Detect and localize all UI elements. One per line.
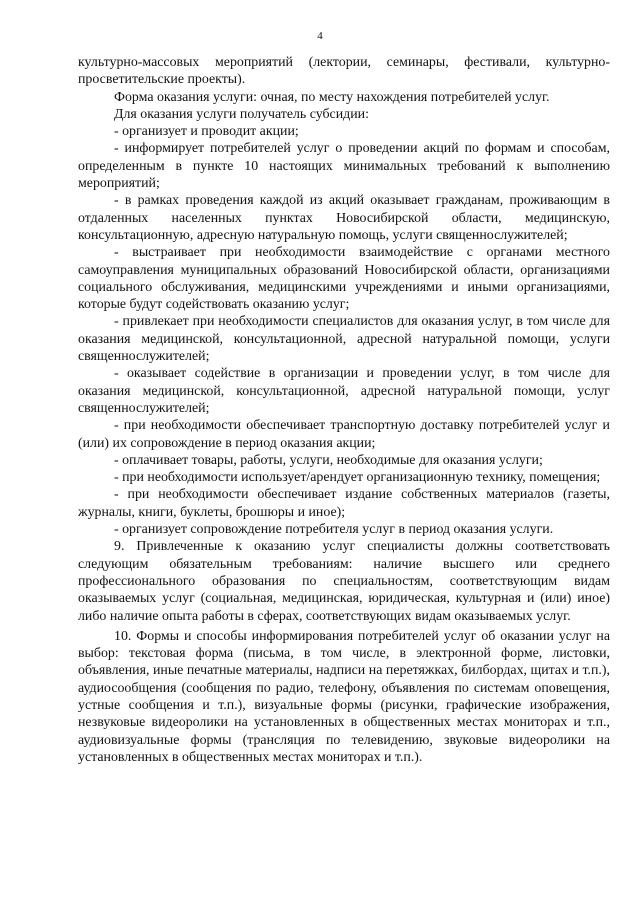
paragraph: 9. Привлеченные к оказанию услуг специалисты должны соответствовать следующим обязательным требованиям: наличие высшего или среднего профессионального образования по специальностям, соответствующим видам оказываемых услуг (социальная, медицинская, юридическая, культурная и (или) иное) либо наличие опыта работы в сферах, соответствующих видам оказываемых услуг. [78, 539, 610, 624]
page-number: 4 [317, 30, 323, 42]
paragraph: культурно-массовых мероприятий (лектории, семинары, фестивали, культурно-просветительские проекты). [78, 55, 610, 88]
paragraph: - выстраивает при необходимости взаимодействие с органами местного самоуправления муниципальных образований Новосибирской области, организациями социального обслуживания, медицинскими учреждениями и иными организациями, которые будут содействовать оказанию услуг; [78, 245, 610, 313]
document-body [78, 54, 610, 766]
paragraph: - оказывает содействие в организации и проведении услуг, в том числе для оказания медицинской, консультационной, адресной натуральной помощи, услуг священнослужителей; [78, 366, 610, 416]
paragraph: - в рамках проведения каждой из акций оказывает гражданам, проживающим в отдаленных населенных пунктах Новосибирской области, медицинскую, консультационную, адресную натуральную помощь, услуги священнослужителей; [78, 193, 610, 243]
paragraph: Для оказания услуги получатель субсидии: [114, 106, 369, 122]
paragraph: - организует сопровождение потребителя услуг в период оказания услуги. [114, 522, 554, 538]
paragraph: - при необходимости использует/арендует организационную технику, помещения; [114, 470, 601, 486]
paragraph: - при необходимости обеспечивает издание собственных материалов (газеты, журналы, книги, буклеты, брошюры и иное); [78, 487, 610, 520]
paragraph: Форма оказания услуги: очная, по месту нахождения потребителей услуг. [114, 89, 550, 105]
paragraph: - оплачивает товары, работы, услуги, необходимые для оказания услуги; [114, 452, 543, 468]
paragraph: 10. Формы и способы информирования потребителей услуг об оказании услуг на выбор: текстовая форма (письма, в том числе, в электронной форме, листовки, объявления, иные печатные материалы, надписи на перетяжках, билбордах, щитах и т.п.), аудиосообщения (сообщения по радио, телефону, объявления по системам оповещения, устные сообщения и т.п.), визуальные формы (рисунки, графические изображения, незвуковые видеоролики на установленных в общественных местах мониторах и т.п., аудиовизуальные формы (трансляция по телевидению, звуковые видеоролики на установленных в общественных местах мониторах и т.п.). [78, 628, 610, 765]
paragraph: - при необходимости обеспечивает транспортную доставку потребителей услуг и (или) их сопровождение в период оказания акции; [78, 418, 610, 451]
paragraph: - информирует потребителей услуг о проведении акций по формам и способам, определенным в пункте 10 настоящих минимальных требований к выполнению мероприятий; [78, 141, 610, 192]
paragraph: - привлекает при необходимости специалистов для оказания услуг, в том числе для оказания медицинской, консультационной, адресной натуральной помощи, услуги священнослужителей; [78, 314, 610, 365]
paragraph: - организует и проводит акции; [114, 124, 299, 140]
